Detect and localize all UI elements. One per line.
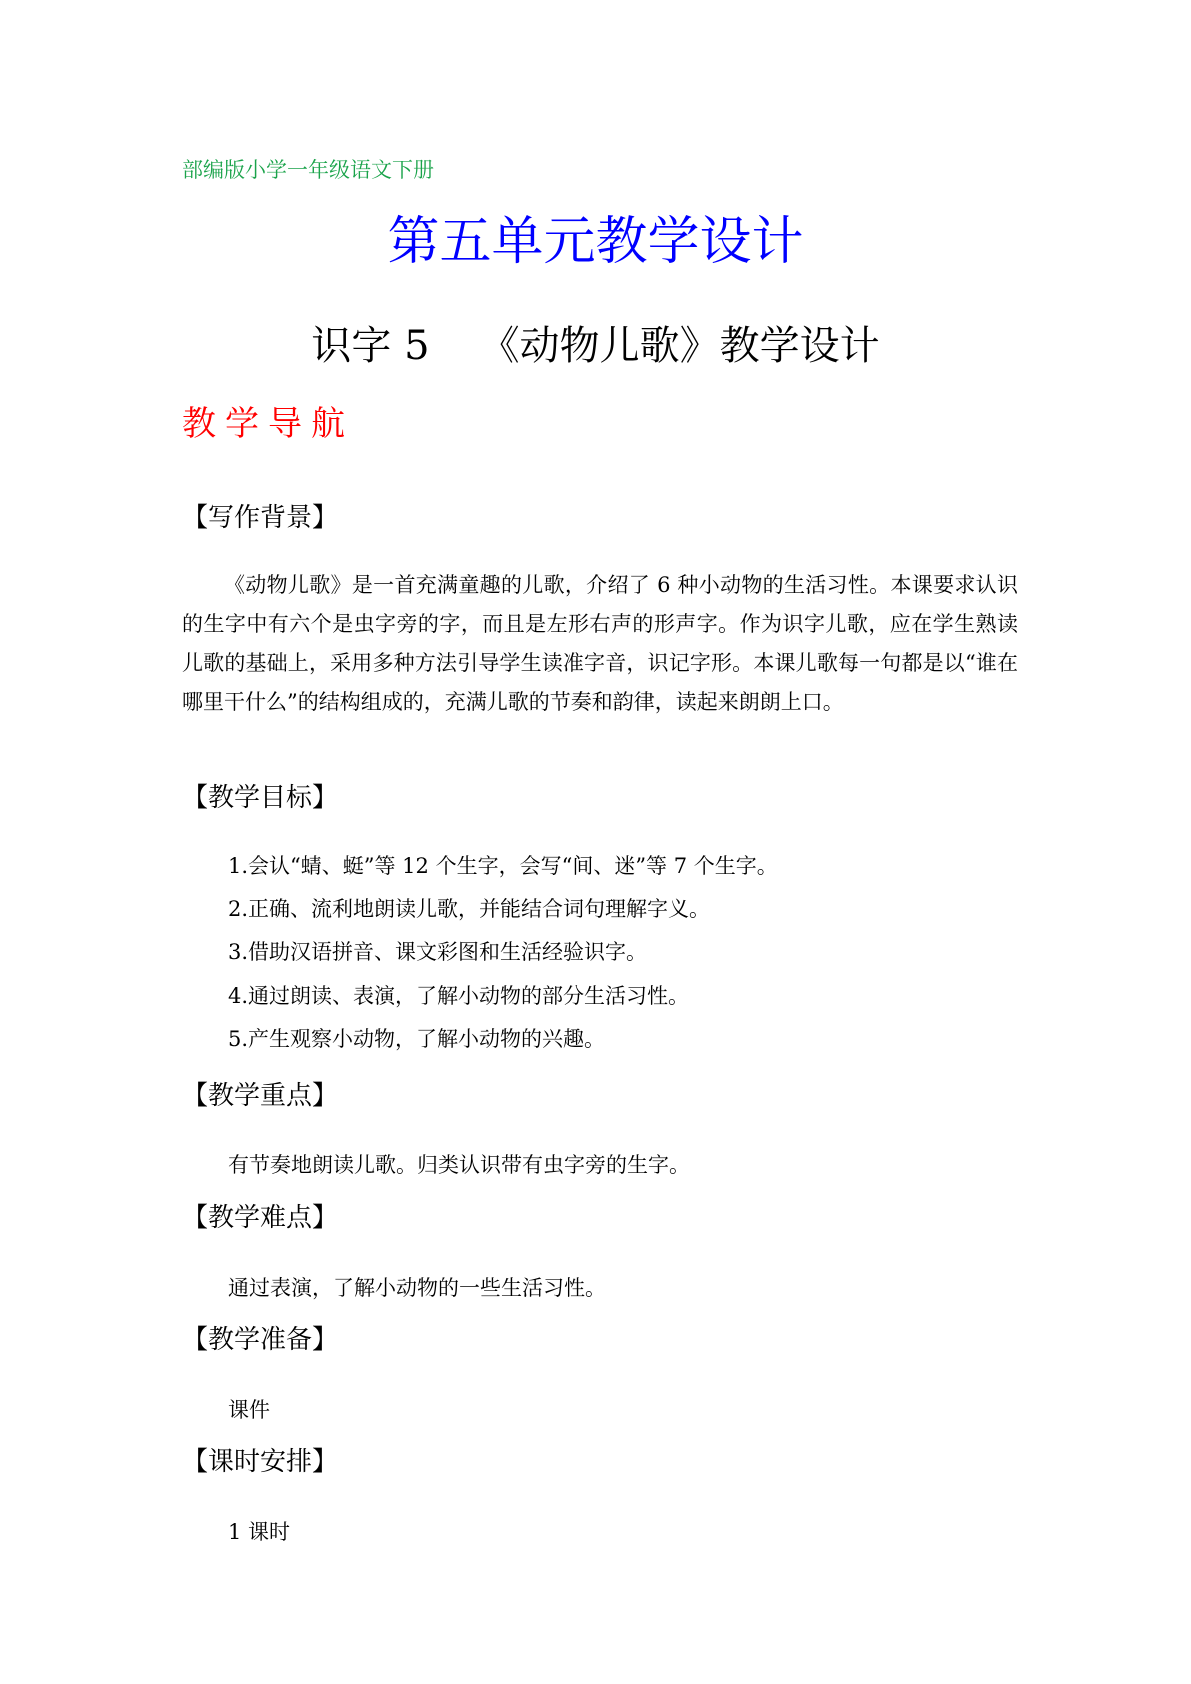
section-heading-background: 【写作背景】 (182, 503, 339, 533)
section-heading-key-points: 【教学重点】 (182, 1081, 339, 1111)
objective-item: 1.会认“蜻、蜓”等 12 个生字，会写“间、迷”等 7 个生字。 (228, 854, 778, 878)
schedule-text: 1 课时 (228, 1520, 291, 1544)
main-title: 第五单元教学设计 (387, 212, 804, 272)
section-heading-difficulties: 【教学难点】 (182, 1203, 339, 1233)
background-paragraph: 《动物儿歌》是一首充满童趣的儿歌，介绍了 6 种小动物的生活习性。本课要求认识的生字中有六个是虫字旁的字，而且是左形右声的形声字。作为识字儿歌，应在学生熟读儿歌的基础上，采用多种方法引导学生读准字音，识记字形。本课儿歌每一句都是以“谁在哪里干什么”的结构组成的，充满儿歌的节奏和韵律，读起来朗朗上口。 (182, 573, 1018, 714)
section-heading-objectives: 【教学目标】 (182, 783, 339, 813)
objective-item: 5.产生观察小动物，了解小动物的兴趣。 (228, 1027, 606, 1051)
lesson-title-prefix: 识字 5 (311, 323, 430, 369)
preparation-text: 课件 (228, 1398, 270, 1422)
objective-item: 3.借助汉语拼音、课文彩图和生活经验识字。 (228, 940, 648, 964)
difficulties-text: 通过表演，了解小动物的一些生活习性。 (228, 1276, 606, 1300)
nav-title: 教学导航 (182, 404, 354, 444)
lesson-title-name: 《动物儿歌》教学设计 (479, 323, 880, 369)
section-heading-preparation: 【教学准备】 (182, 1325, 339, 1355)
key-points-text: 有节奏地朗读儿歌。归类认识带有虫字旁的生字。 (228, 1153, 690, 1177)
section-heading-schedule: 【课时安排】 (182, 1447, 339, 1477)
objective-item: 2.正确、流利地朗读儿歌，并能结合词句理解字义。 (228, 897, 711, 921)
header-label: 部编版小学一年级语文下册 (182, 158, 434, 182)
objective-item: 4.通过朗读、表演，了解小动物的部分生活习性。 (228, 984, 690, 1008)
lesson-title (0, 318, 1191, 374)
